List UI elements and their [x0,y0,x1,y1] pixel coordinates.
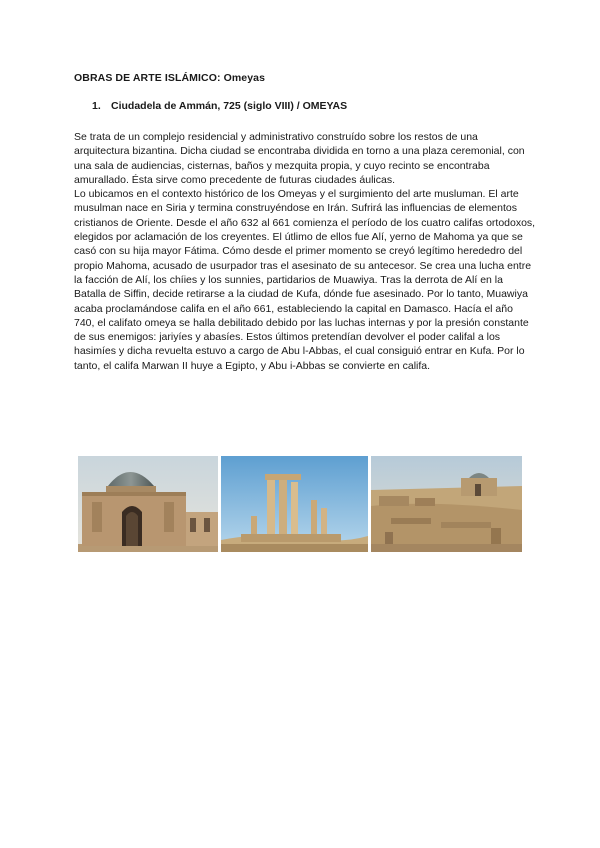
document-title: OBRAS DE ARTE ISLÁMICO: Omeyas [74,72,266,84]
temple-columns-photo [221,456,368,552]
body-text [74,130,536,373]
paragraph-context: Lo ubicamos en el contexto histórico de los Omeyas y el surgimiento del arte musluman. El arte musulman nace en Siria y termina construyéndose en Irán. Sufrirá las influencias de elementos cristianos de Oriente. Desde el año 632 al 661 comienza el período de los cuatro califas ortodoxos, elegidos por aclamación de los creyentes. El útlimo de ellos fue Alí, yerno de Mahoma ya que se casó con su hija mayor Fátima. Cómo desde el primer momento se creyó legítimo herededro del propio Mahoma, acusado de usurpador tras el asesinato de su antecesor. Se crea una lucha entre la facción de Alí, los chíies y los sunnies, partidarios de Muawiya. Tras la derrota de Alí en la Batalla de Siffin, decide retirarse a la ciudad de Kufa, dónde fue asesinado. Por lo tanto, Muawiya acaba proclamándose califa en el año 661, estableciendo la capital en Damasco. Hacía el año 740, el califato omeya se halla debilitado debido por las luchas internas y por la presión constante de sus enemigos: jariyíes y abasíes. Estos últimos pretendían devolver el poder califal a los hasimíes y dicha revuelta estuvo a cargo de Abu l-Abbas, el cual consiguió entrar en Kufa. Por lo tanto, el califa Marwan II huye a Egipto, y Abu i-Abbas se convierte en califa. [74,188,536,372]
photo-gallery [78,456,522,552]
section-heading [92,100,347,112]
paragraph-intro: Se trata de un complejo residencial y administrativo construído sobre los restos de una arquitectura bizantina. Dicha ciudad se encontraba dividida en torno a una plaza ceremonial, con una sala de audiencias, cisternas, baños y mezquita propia, y cuyo recinto se encontraba amurallado. Ésta sirve como precedente de futuras ciudades áulicas. [74,131,525,186]
citadel-ruins-photo [371,456,522,552]
section-number: 1. [92,100,101,112]
section-title: Ciudadela de Ammán, 725 (siglo VIII) / OMEYAS [111,100,348,112]
domed-palace-photo [78,456,218,552]
